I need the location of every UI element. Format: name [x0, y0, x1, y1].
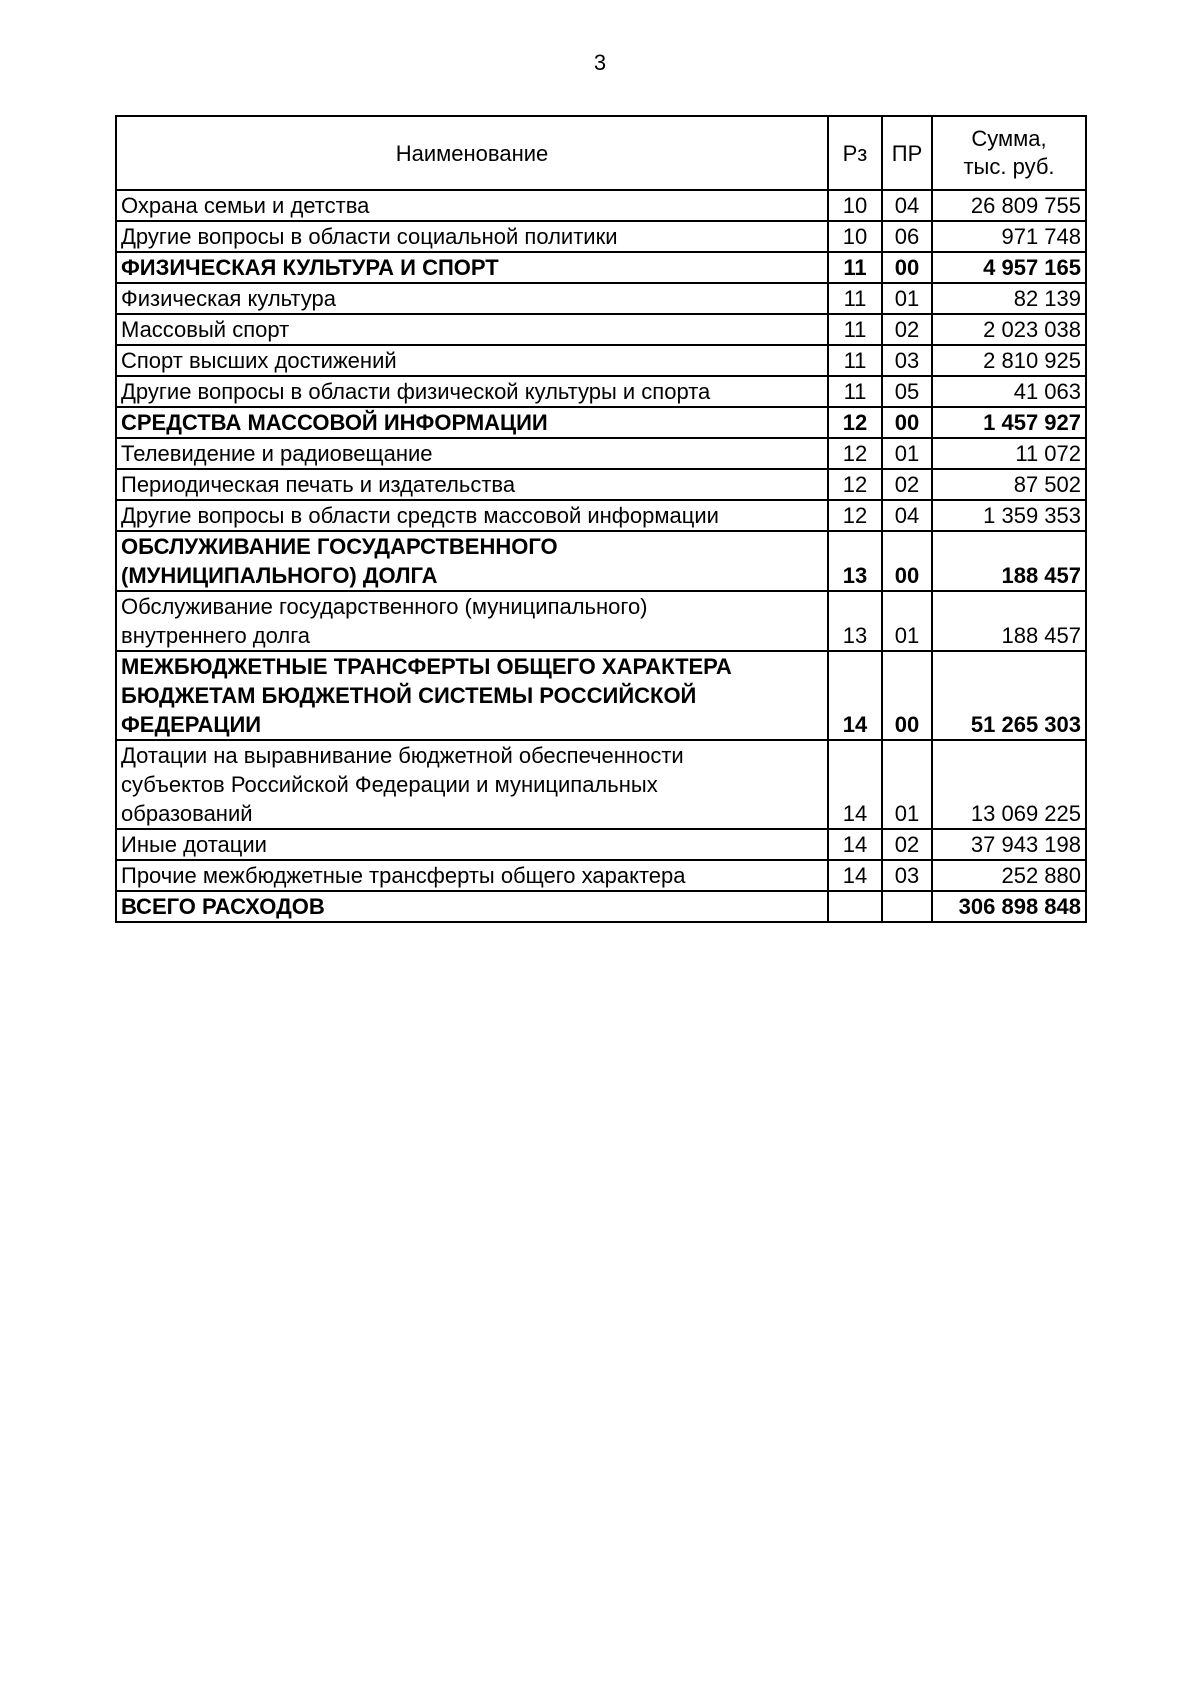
row-pr: 05 — [882, 376, 932, 407]
row-name-line: субъектов Российской Федерации и муниципальных — [121, 772, 658, 797]
row-rz: 12 — [828, 500, 882, 531]
header-sum — [932, 116, 1086, 190]
table-row — [116, 314, 1086, 345]
row-pr: 02 — [882, 314, 932, 345]
row-rz: 14 — [828, 860, 882, 891]
row-pr: 00 — [882, 252, 932, 283]
row-sum: 82 139 — [932, 283, 1086, 314]
row-rz: 14 — [828, 740, 882, 829]
table-row — [116, 469, 1086, 500]
row-pr: 01 — [882, 740, 932, 829]
row-name-line: Спорт высших достижений — [121, 348, 397, 373]
row-name — [116, 860, 828, 891]
row-sum: 51 265 303 — [932, 651, 1086, 740]
row-pr: 02 — [882, 829, 932, 860]
row-name-line: ФИЗИЧЕСКАЯ КУЛЬТУРА И СПОРТ — [121, 255, 499, 280]
row-rz: 14 — [828, 829, 882, 860]
row-pr: 03 — [882, 345, 932, 376]
row-name — [116, 500, 828, 531]
row-rz: 11 — [828, 283, 882, 314]
row-name-line: Телевидение и радиовещание — [121, 441, 433, 466]
row-name-line: Физическая культура — [121, 286, 336, 311]
row-name-line: БЮДЖЕТАМ БЮДЖЕТНОЙ СИСТЕМЫ РОССИЙСКОЙ — [121, 683, 697, 708]
row-pr: 04 — [882, 190, 932, 221]
table-row — [116, 829, 1086, 860]
row-name — [116, 469, 828, 500]
budget-expenses-table — [115, 115, 1087, 923]
row-pr: 01 — [882, 283, 932, 314]
row-name — [116, 591, 828, 651]
row-pr: 00 — [882, 531, 932, 591]
row-name — [116, 407, 828, 438]
row-sum: 13 069 225 — [932, 740, 1086, 829]
row-rz — [828, 891, 882, 922]
row-pr: 04 — [882, 500, 932, 531]
row-name-line: образований — [121, 801, 253, 826]
row-name-line: Дотации на выравнивание бюджетной обеспеченности — [121, 743, 684, 768]
row-name — [116, 531, 828, 591]
row-pr: 01 — [882, 591, 932, 651]
table-row — [116, 591, 1086, 651]
row-rz: 10 — [828, 190, 882, 221]
row-name — [116, 283, 828, 314]
row-rz: 11 — [828, 345, 882, 376]
row-rz: 11 — [828, 252, 882, 283]
row-rz: 13 — [828, 591, 882, 651]
row-name — [116, 438, 828, 469]
row-rz: 10 — [828, 221, 882, 252]
table-header-row — [116, 116, 1086, 190]
table-row — [116, 531, 1086, 591]
row-sum: 1 457 927 — [932, 407, 1086, 438]
row-sum: 188 457 — [932, 531, 1086, 591]
row-name — [116, 252, 828, 283]
page-number: 3 — [593, 50, 607, 75]
row-name-line: ОБСЛУЖИВАНИЕ ГОСУДАРСТВЕННОГО — [121, 534, 558, 559]
row-sum: 188 457 — [932, 591, 1086, 651]
header-rz: Рз — [828, 116, 882, 190]
table-row — [116, 221, 1086, 252]
row-rz: 12 — [828, 438, 882, 469]
row-pr: 06 — [882, 221, 932, 252]
table-row — [116, 345, 1086, 376]
row-name-line: (МУНИЦИПАЛЬНОГО) ДОЛГА — [121, 563, 438, 588]
row-pr — [882, 891, 932, 922]
row-name — [116, 190, 828, 221]
row-pr: 00 — [882, 651, 932, 740]
row-rz: 12 — [828, 469, 882, 500]
row-sum: 87 502 — [932, 469, 1086, 500]
row-pr: 03 — [882, 860, 932, 891]
table-row — [116, 438, 1086, 469]
row-rz: 11 — [828, 314, 882, 345]
row-name-line: ФЕДЕРАЦИИ — [121, 712, 262, 737]
row-name — [116, 891, 828, 922]
row-name-line: Иные дотации — [121, 832, 267, 857]
table-row — [116, 252, 1086, 283]
table-row — [116, 283, 1086, 314]
row-sum: 2 023 038 — [932, 314, 1086, 345]
row-name — [116, 345, 828, 376]
row-sum: 26 809 755 — [932, 190, 1086, 221]
row-rz: 13 — [828, 531, 882, 591]
table-row — [116, 500, 1086, 531]
row-sum: 2 810 925 — [932, 345, 1086, 376]
header-name: Наименование — [116, 116, 828, 190]
row-name-line: внутреннего долга — [121, 623, 311, 648]
table-row — [116, 651, 1086, 740]
row-name — [116, 221, 828, 252]
row-name-line: Другие вопросы в области средств массовой информации — [121, 503, 719, 528]
row-name-line: Охрана семьи и детства — [121, 193, 370, 218]
table-row — [116, 860, 1086, 891]
row-name-line: МЕЖБЮДЖЕТНЫЕ ТРАНСФЕРТЫ ОБЩЕГО ХАРАКТЕРА — [121, 654, 732, 679]
table-row — [116, 891, 1086, 922]
row-name-line: Другие вопросы в области физической культуры и спорта — [121, 379, 711, 404]
row-pr: 00 — [882, 407, 932, 438]
row-sum: 4 957 165 — [932, 252, 1086, 283]
row-name-line: Прочие межбюджетные трансферты общего характера — [121, 863, 686, 888]
row-name — [116, 376, 828, 407]
table-row — [116, 407, 1086, 438]
row-sum: 37 943 198 — [932, 829, 1086, 860]
row-rz: 14 — [828, 651, 882, 740]
header-sum-line2: тыс. руб. — [963, 154, 1055, 179]
row-name — [116, 829, 828, 860]
row-sum: 1 359 353 — [932, 500, 1086, 531]
row-pr: 02 — [882, 469, 932, 500]
row-rz: 12 — [828, 407, 882, 438]
row-name-line: Периодическая печать и издательства — [121, 472, 516, 497]
row-name-line: СРЕДСТВА МАССОВОЙ ИНФОРМАЦИИ — [121, 410, 548, 435]
row-name-line: Обслуживание государственного (муниципального) — [121, 594, 648, 619]
row-rz: 11 — [828, 376, 882, 407]
table-row — [116, 740, 1086, 829]
row-name — [116, 651, 828, 740]
table-body — [116, 190, 1086, 922]
row-sum: 11 072 — [932, 438, 1086, 469]
row-name-line: Другие вопросы в области социальной политики — [121, 224, 618, 249]
header-sum-line1: Сумма, — [971, 126, 1047, 151]
table-row — [116, 190, 1086, 221]
header-pr: ПР — [882, 116, 932, 190]
row-name — [116, 740, 828, 829]
row-name-line: Массовый спорт — [121, 317, 290, 342]
table-row — [116, 376, 1086, 407]
row-sum: 306 898 848 — [932, 891, 1086, 922]
row-name — [116, 314, 828, 345]
row-sum: 252 880 — [932, 860, 1086, 891]
row-pr: 01 — [882, 438, 932, 469]
row-sum: 41 063 — [932, 376, 1086, 407]
row-sum: 971 748 — [932, 221, 1086, 252]
row-name-line: ВСЕГО РАСХОДОВ — [121, 894, 325, 919]
